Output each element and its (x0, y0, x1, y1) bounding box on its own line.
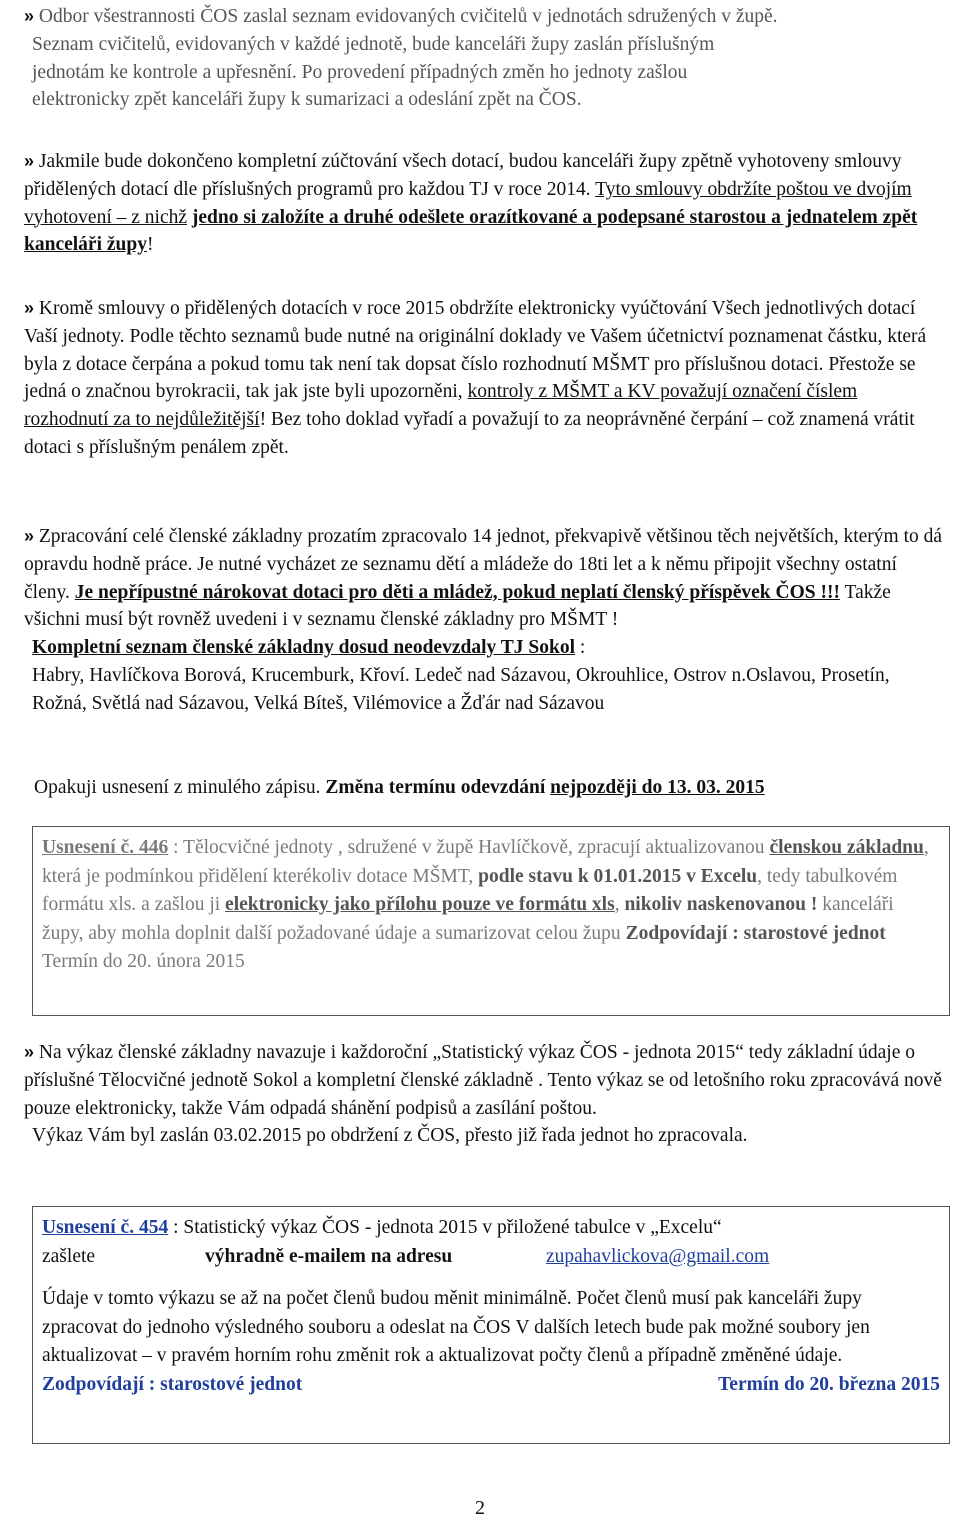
emphasis-text: Změna termínu odevzdání (325, 777, 551, 798)
text: Zpracování celé členské základny prozatím zpracovalo 14 jednot, překvapivě většinou těch největších, kterým to dá opravdu hodně práce. Je nutné vycházet ze seznamu dětí a mládeže do 18ti let a k němu připojit všechny ostatní členy. (24, 526, 943, 603)
text: Na výkaz členské základny navazuje i každoroční „Statistický výkaz ČOS - jednota 2015“ tedy základní údaje o příslušné Tělocvičné jednotě Sokol a kompletní členské základně . Tento výkaz se od letošního roku zpracovává nově pouze elektronicky, takže Vám odpadá shánění podpisů a zasílání poštou. (24, 1042, 942, 1119)
text: Takže všichni musí být rovněž uvedeni i v seznamu členské základny pro MŠMT ! (24, 581, 891, 631)
text: Podle těchto seznamů bude nutné na originální doklady ve Vašem účetnictví poznamenat částku, která byla z dotace čerpána a pokud tomu tak není tak dopsat číslo rozhodnutí MŠMT pro příslušnou dotaci. Přestože se jedná o značnou byrokracii, tak jak jste byli upozorněni, (24, 325, 927, 403)
text: ! Bez toho doklad vyřadí a považují to za neoprávněné čerpání – což znamená vrátit dotaci s příslušným penálem zpět. (24, 409, 915, 458)
email-link[interactable]: zupahavlickova@gmail.com (546, 1245, 770, 1267)
text: Odbor všestrannosti ČOS zaslal seznam evidovaných cvičitelů v jednotách sdružených v župě. (38, 6, 778, 27)
text: Údaje v tomto výkazu se až na počet členů budou měnit minimálně. Počet členů musí pak kanceláři župy zpracovat do jednoho výsledného souboru a odeslat na ČOS V dalších letech bude pak možné soubory jen aktualizovat – v pravém horním rohu změnit rok a aktualizovat počty členů a případně změněné údaje. (42, 1288, 870, 1366)
text: : Tělocvičné jednoty , sdružené v župě Havlíčkově, zpracují aktualizovanou (168, 837, 765, 858)
text: ! (146, 234, 154, 256)
paragraph-cvicitele (24, 3, 946, 114)
resolution-number: Usnesení č. 446 (42, 837, 169, 858)
text: kanceláři župy, aby mohla doplnit další požadované údaje a sumarizovat celou župu (42, 894, 894, 944)
text: Tyto smlouvy obdržíte poštou ve dvojím vyhotovení – z nichž (24, 178, 912, 228)
emphasis-text: výhradně e-mailem na adresu (205, 1245, 453, 1267)
emphasis-text: Kompletní seznam členské základny dosud neodevzdaly TJ Sokol (32, 637, 576, 659)
text: Opakuji usnesení z minulého zápisu. (34, 777, 326, 798)
usneseni-454-box (32, 1206, 950, 1444)
text: Kromě smlouvy o přidělených dotacích v roce 2015 obdržíte elektronicky vyúčtování Všech jednotlivých dotací Vaší jednoty. (24, 298, 916, 347)
bullet-marker: » (24, 526, 35, 546)
paragraph-vyuctovani (24, 295, 946, 462)
deadline-text: Termín do 20. března 2015 (718, 1373, 940, 1395)
text: zašlete (42, 1245, 96, 1267)
emphasis-text: jedno si založíte a druhé odešlete orazítkované a podepsané starostou a jednatelem zpět kanceláři župy (24, 206, 918, 256)
deadline-text: Termín do 20. února 2015 (42, 951, 245, 972)
emphasis-text: Zodpovídají : starostové jednot (625, 922, 886, 944)
text: Výkaz Vám byl zaslán 03.02.2015 po obdržení z ČOS, přesto již řada jednot ho zpracovala. (32, 1125, 748, 1147)
bullet-marker: » (24, 151, 35, 171)
text: elektronicky zpět kanceláři župy k sumarizaci a odeslání zpět na ČOS. (32, 89, 582, 111)
text: , (614, 894, 625, 915)
text: Habry, Havlíčkova Borová, Krucemburk, Křoví. Ledeč nad Sázavou, Okrouhlice, Ostrov n.Oslavou, Prosetín, Rožná, Světlá nad Sázavou, Velká Bíteš, Vilémovice a Žďár nad Sázavou (32, 664, 890, 714)
bullet-marker: » (24, 6, 35, 26)
text: Jakmile bude dokončeno kompletní zúčtování všech dotací, budou kanceláři župy zpětně vyhotoveny smlouvy přidělených dotací dle příslušných programů pro každou TJ v roce 2014. (24, 151, 902, 200)
text: Seznam cvičitelů, evidovaných v každé jednotě, bude kanceláři župy zaslán příslušným (32, 33, 715, 55)
paragraph-clenska-zakladna (24, 523, 946, 718)
resolution-number: Usnesení č. 454 (42, 1217, 169, 1238)
paragraph-statisticky-vykaz (24, 1039, 946, 1150)
emphasis-text: nikoliv naskenovanou ! (624, 894, 818, 915)
text: : Statistický výkaz ČOS - jednota 2015 v přiložené tabulce v „Excelu“ (168, 1217, 722, 1238)
text: , tedy tabulkovém formátu xls. a zašlou ji (42, 865, 898, 915)
responsible-text: Zodpovídají : starostové jednot (42, 1373, 303, 1395)
emphasis-text: kontroly z MŠMT a KV považují označení číslem rozhodnutí za to nejdůležitější (24, 381, 858, 431)
text: jednotám ke kontrole a upřesnění. Po provedení případných změn ho jednoty zašlou (32, 61, 688, 83)
emphasis-text: elektronicky jako přílohu pouze ve formátu xls (225, 894, 615, 915)
page-number: 2 (475, 1497, 485, 1519)
paragraph-smlouvy (24, 148, 946, 259)
usneseni-446-box (32, 826, 950, 1016)
bullet-marker: » (24, 298, 35, 318)
emphasis-text: členskou základnu (769, 837, 924, 858)
text: : (575, 637, 586, 659)
emphasis-text: Je nepřípustné nárokovat dotaci pro děti a mládež, pokud neplatí členský příspěvek ČOS !!! (74, 581, 840, 603)
bullet-marker: » (24, 1042, 35, 1062)
text: , která je podmínkou přidělení kterékoliv dotace MŠMT, (42, 837, 929, 887)
paragraph-zmena-terminu (34, 774, 946, 802)
emphasis-text: nejpozději do 13. 03. 2015 (550, 777, 765, 798)
emphasis-text: podle stavu k 01.01.2015 v Excelu (478, 865, 758, 887)
